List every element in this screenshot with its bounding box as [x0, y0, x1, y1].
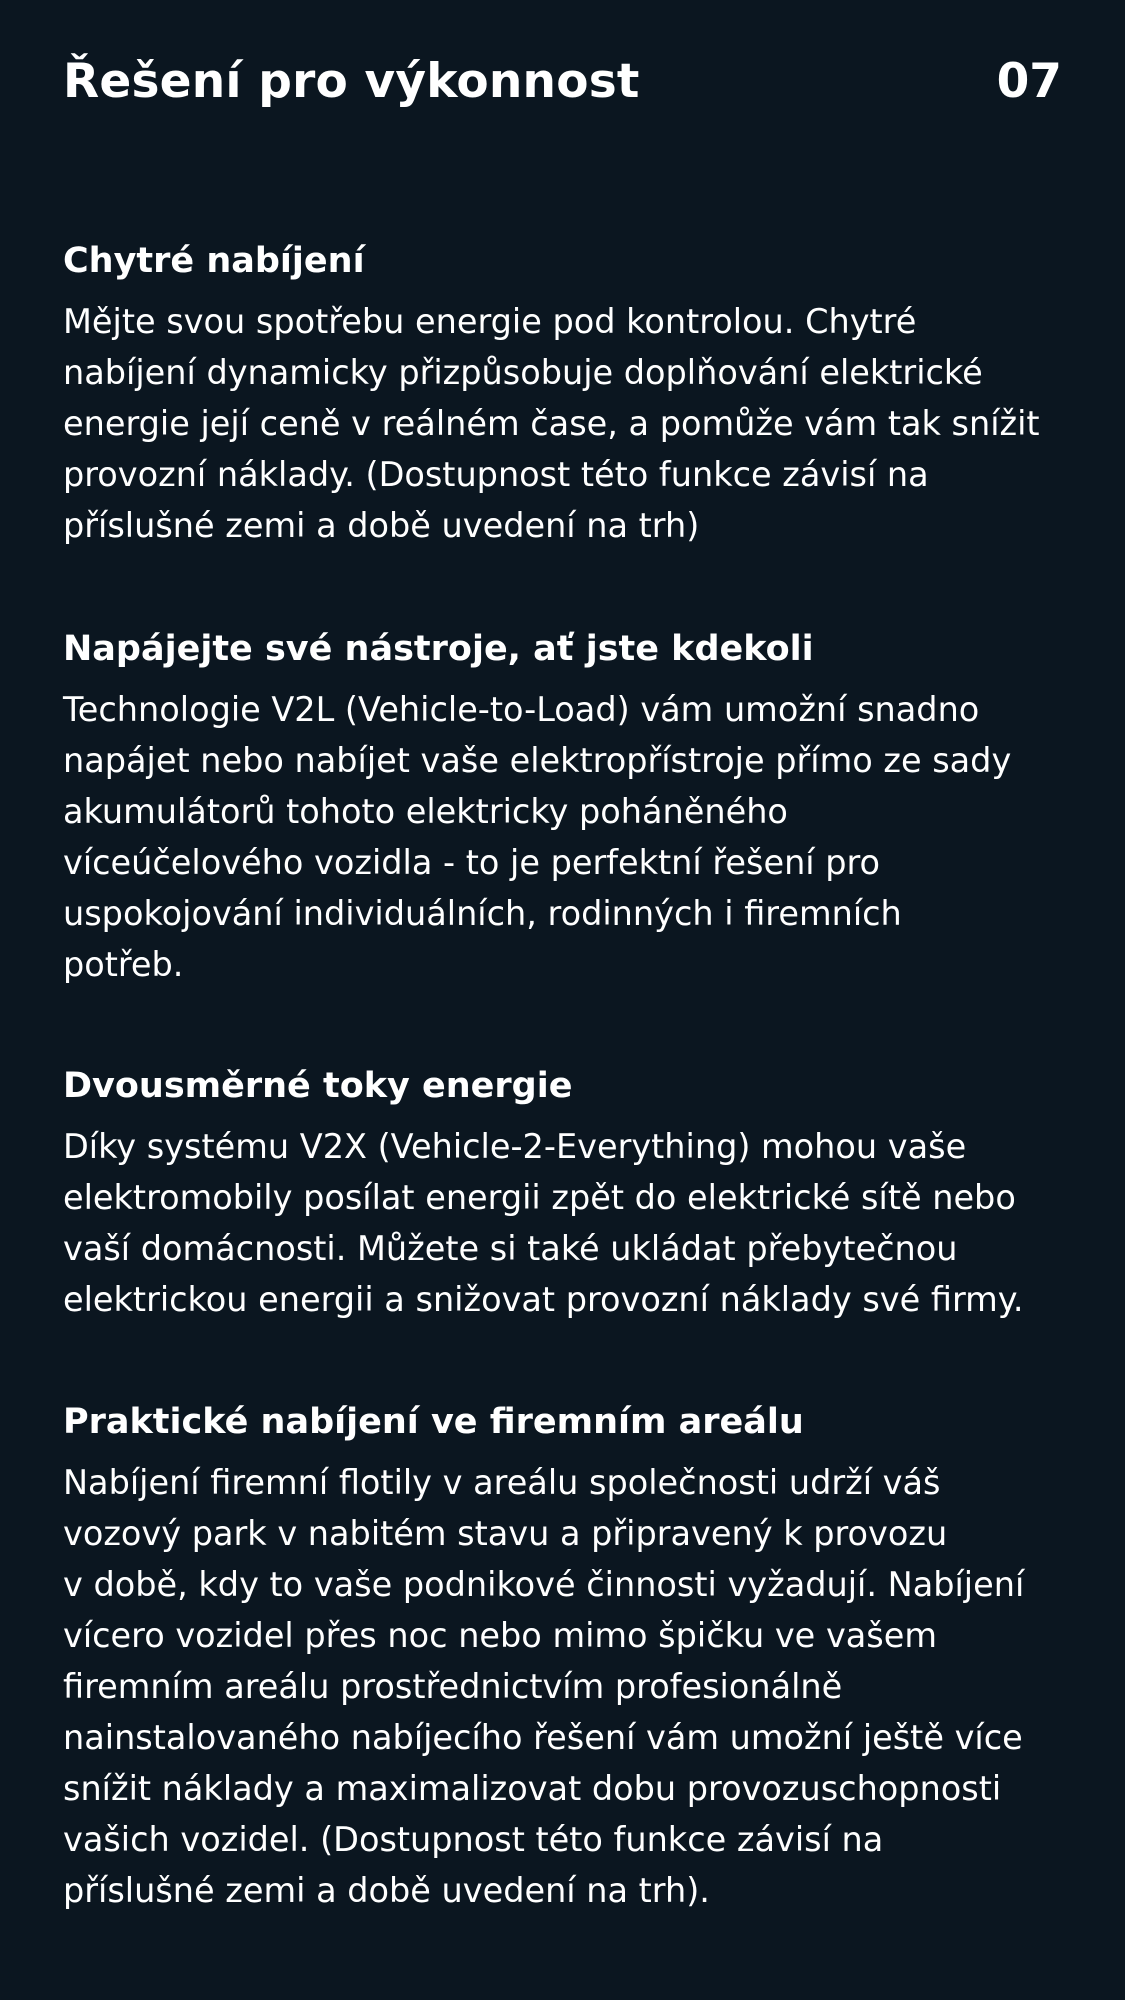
- page-title: Řešení pro výkonnost: [63, 54, 640, 109]
- section-heading: Chytré nabíjení: [63, 241, 365, 281]
- body-line: provozní náklady. (Dostupnost této funkce závisí na: [63, 455, 929, 494]
- section-heading: Napájejte své nástroje, ať jste kdekoli: [63, 629, 814, 669]
- body-line: nabíjení dynamicky přizpůsobuje doplňování elektrické: [63, 353, 983, 392]
- body-line: elektrickou energii a snižovat provozní náklady své firmy.: [63, 1280, 1024, 1319]
- body-line: Díky systému V2X (Vehicle-2-Everything) mohou vaše: [63, 1127, 967, 1166]
- body-line: v době, kdy to vaše podnikové činnosti vyžadují. Nabíjení: [63, 1565, 1025, 1604]
- body-line: vozový park v nabitém stavu a připravený k provozu: [63, 1514, 948, 1553]
- section-power-your-tools: [63, 624, 1081, 990]
- body-line: energie její ceně v reálném čase, a pomůže vám tak snížit: [63, 404, 1040, 443]
- section-heading: Praktické nabíjení ve firemním areálu: [63, 1402, 804, 1442]
- body-line: firemním areálu prostřednictvím profesionálně: [63, 1667, 843, 1706]
- page-header: [63, 52, 1062, 112]
- body-line: nainstalovaného nabíjecího řešení vám umožní ještě více: [63, 1718, 1023, 1757]
- section-depot-charging: [63, 1397, 1081, 1916]
- section-body: [63, 1121, 1081, 1325]
- section-smart-charging: [63, 236, 1081, 551]
- body-line: potřeb.: [63, 945, 184, 984]
- body-line: příslušné zemi a době uvedení na trh).: [63, 1871, 710, 1910]
- section-body: [63, 1457, 1081, 1916]
- body-line: elektromobily posílat energii zpět do elektrické sítě nebo: [63, 1178, 1016, 1217]
- section-heading: Dvousměrné toky energie: [63, 1066, 573, 1106]
- body-line: vaší domácnosti. Můžete si také ukládat přebytečnou: [63, 1229, 958, 1268]
- section-bidirectional-energy: [63, 1061, 1081, 1325]
- body-line: Mějte svou spotřebu energie pod kontrolou. Chytré: [63, 302, 917, 341]
- body-line: uspokojování individuálních, rodinných i firemních: [63, 894, 902, 933]
- body-line: napájet nebo nabíjet vaše elektropřístroje přímo ze sady: [63, 741, 1012, 780]
- body-line: víceúčelového vozidla - to je perfektní řešení pro: [63, 843, 881, 882]
- page-number: 07: [996, 54, 1062, 109]
- body-line: snížit náklady a maximalizovat dobu provozuschopnosti: [63, 1769, 1002, 1808]
- section-body: [63, 684, 1081, 990]
- body-line: vašich vozidel. (Dostupnost této funkce závisí na: [63, 1820, 884, 1859]
- body-line: Nabíjení firemní flotily v areálu společnosti udrží váš: [63, 1463, 941, 1502]
- body-line: vícero vozidel přes noc nebo mimo špičku ve vašem: [63, 1616, 937, 1655]
- body-line: akumulátorů tohoto elektricky poháněného: [63, 792, 788, 831]
- body-line: příslušné zemi a době uvedení na trh): [63, 506, 700, 545]
- body-line: Technologie V2L (Vehicle-to-Load) vám umožní snadno: [63, 690, 980, 729]
- section-body: [63, 296, 1081, 551]
